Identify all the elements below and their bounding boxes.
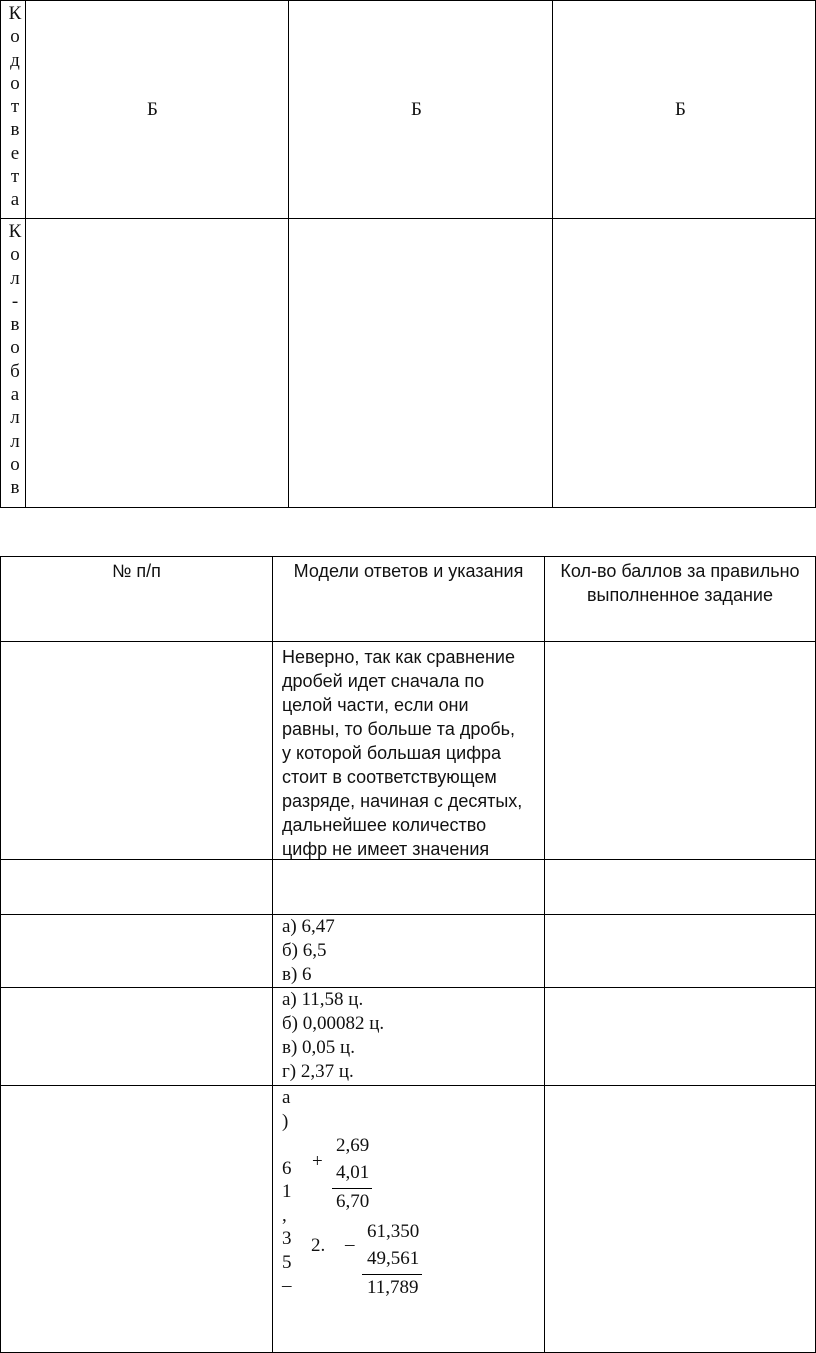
header-points: Кол-во баллов за правильно выполненное задание [560, 561, 800, 605]
addition-operand-a: 2,69 [336, 1135, 370, 1156]
addition-result: 6,70 [336, 1191, 370, 1212]
subtraction-operand-b: 49,561 [367, 1248, 420, 1269]
answer-code-cell-3: Б [675, 99, 686, 120]
row-header-points: К о л - в о б а л л о в [8, 221, 22, 499]
answer-model-text-1: Неверно, так как сравнение дробей идет сначала по целой части, если они равны, то больше та дробь, у которой большая цифра стоит в соответствующем разряде, начиная с десятых, дальнейшее количество цифр не имеет значения [282, 647, 523, 859]
answer-code-cell-1: Б [147, 99, 158, 120]
subtraction-result: 11,789 [367, 1277, 419, 1298]
header-number: № п/п [112, 561, 161, 581]
row-header-answer-code: К о д о т в е т а [8, 3, 22, 211]
subtraction-operand-a: 61,350 [367, 1221, 420, 1242]
subtraction-sign: – [345, 1234, 355, 1255]
answer-model-text-3: а) 6,47 б) 6,5 в) 6 [282, 916, 335, 985]
subtraction-line [362, 1274, 422, 1275]
subtraction-label: 2. [311, 1235, 326, 1256]
addition-operand-b: 4,01 [336, 1162, 370, 1183]
answer-model-text-4: а) 11,58 ц. б) 0,00082 ц. в) 0,05 ц. г) 2,37 ц. [282, 989, 385, 1082]
addition-line [332, 1188, 372, 1189]
addition-sign: + [312, 1151, 323, 1172]
header-models: Модели ответов и указания [293, 561, 524, 581]
answer-code-cell-2: Б [411, 99, 422, 120]
answer-model-left-column: а ) 6 1 , 3 5 – [282, 1087, 292, 1296]
